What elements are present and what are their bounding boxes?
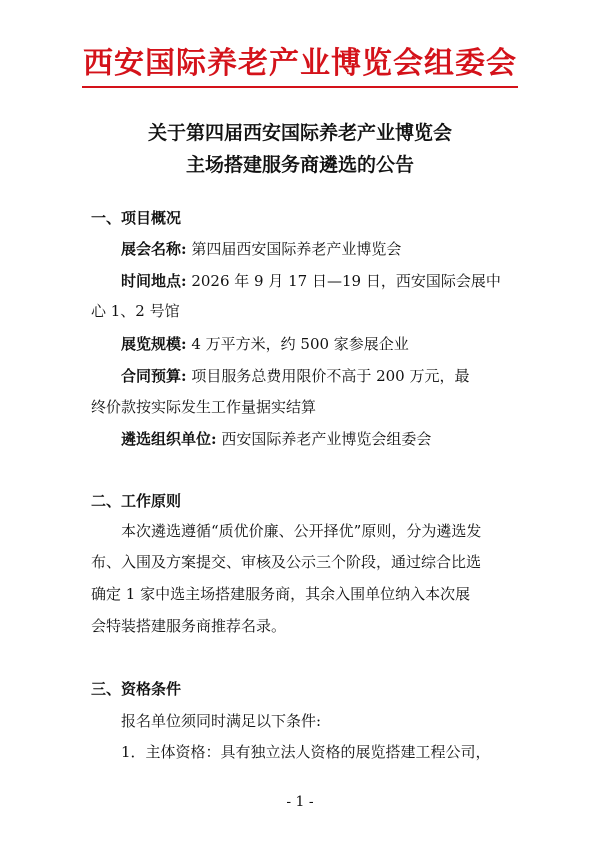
section-1-heading: 一、项目概况 <box>91 209 182 227</box>
page-number: - 1 - <box>286 794 314 810</box>
qualification-item-1: 1．主体资格：具有独立法人资格的展览搭建工程公司， <box>121 743 491 761</box>
scale-row <box>121 333 511 354</box>
time-place-label: 时间地点: <box>121 272 187 290</box>
section-2-heading: 二、工作原则 <box>91 492 182 510</box>
budget-row <box>121 365 511 386</box>
document-title-line-1: 关于第四届西安国际养老产业博览会 <box>147 122 452 144</box>
section-3-heading: 三、资格条件 <box>91 680 182 698</box>
qualification-intro: 报名单位须同时满足以下条件: <box>121 712 322 730</box>
masthead-divider <box>82 86 518 88</box>
principle-line-3: 确定 1 家中选主场搭建服务商，其余入围单位纳入本次展 <box>91 585 471 603</box>
principle-line-4: 会特装搭建服务商推荐名录。 <box>91 617 287 635</box>
principle-line-2: 布、入围及方案提交、审核及公示三个阶段，通过综合比选 <box>91 553 482 571</box>
masthead-title: 西安国际养老产业博览会组委会 <box>83 46 517 81</box>
organizer-label: 遴选组织单位: <box>121 430 217 448</box>
expo-name-value: 第四届西安国际养老产业博览会 <box>191 240 402 258</box>
budget-value: 项目服务总费用限价不高于 200 万元，最 <box>191 367 470 385</box>
time-place-row <box>121 270 511 291</box>
time-place-continuation: 心 1、2 号馆 <box>91 302 180 320</box>
expo-name-row <box>121 238 511 259</box>
organizer-row <box>121 428 511 449</box>
principle-line-1: 本次遴选遵循“质优价廉、公开择优”原则，分为遴选发 <box>121 522 482 540</box>
scale-label: 展览规模: <box>121 335 187 353</box>
scale-value: 4 万平方米，约 500 家参展企业 <box>191 335 409 353</box>
organizer-value: 西安国际养老产业博览会组委会 <box>221 430 432 448</box>
time-place-value: 2026 年 9 月 17 日—19 日，西安国际会展中 <box>191 272 501 290</box>
document-title-line-2: 主场搭建服务商遴选的公告 <box>185 154 414 176</box>
expo-name-label: 展会名称: <box>121 240 187 258</box>
budget-label: 合同预算: <box>121 367 187 385</box>
budget-continuation: 终价款按实际发生工作量据实结算 <box>91 398 317 416</box>
